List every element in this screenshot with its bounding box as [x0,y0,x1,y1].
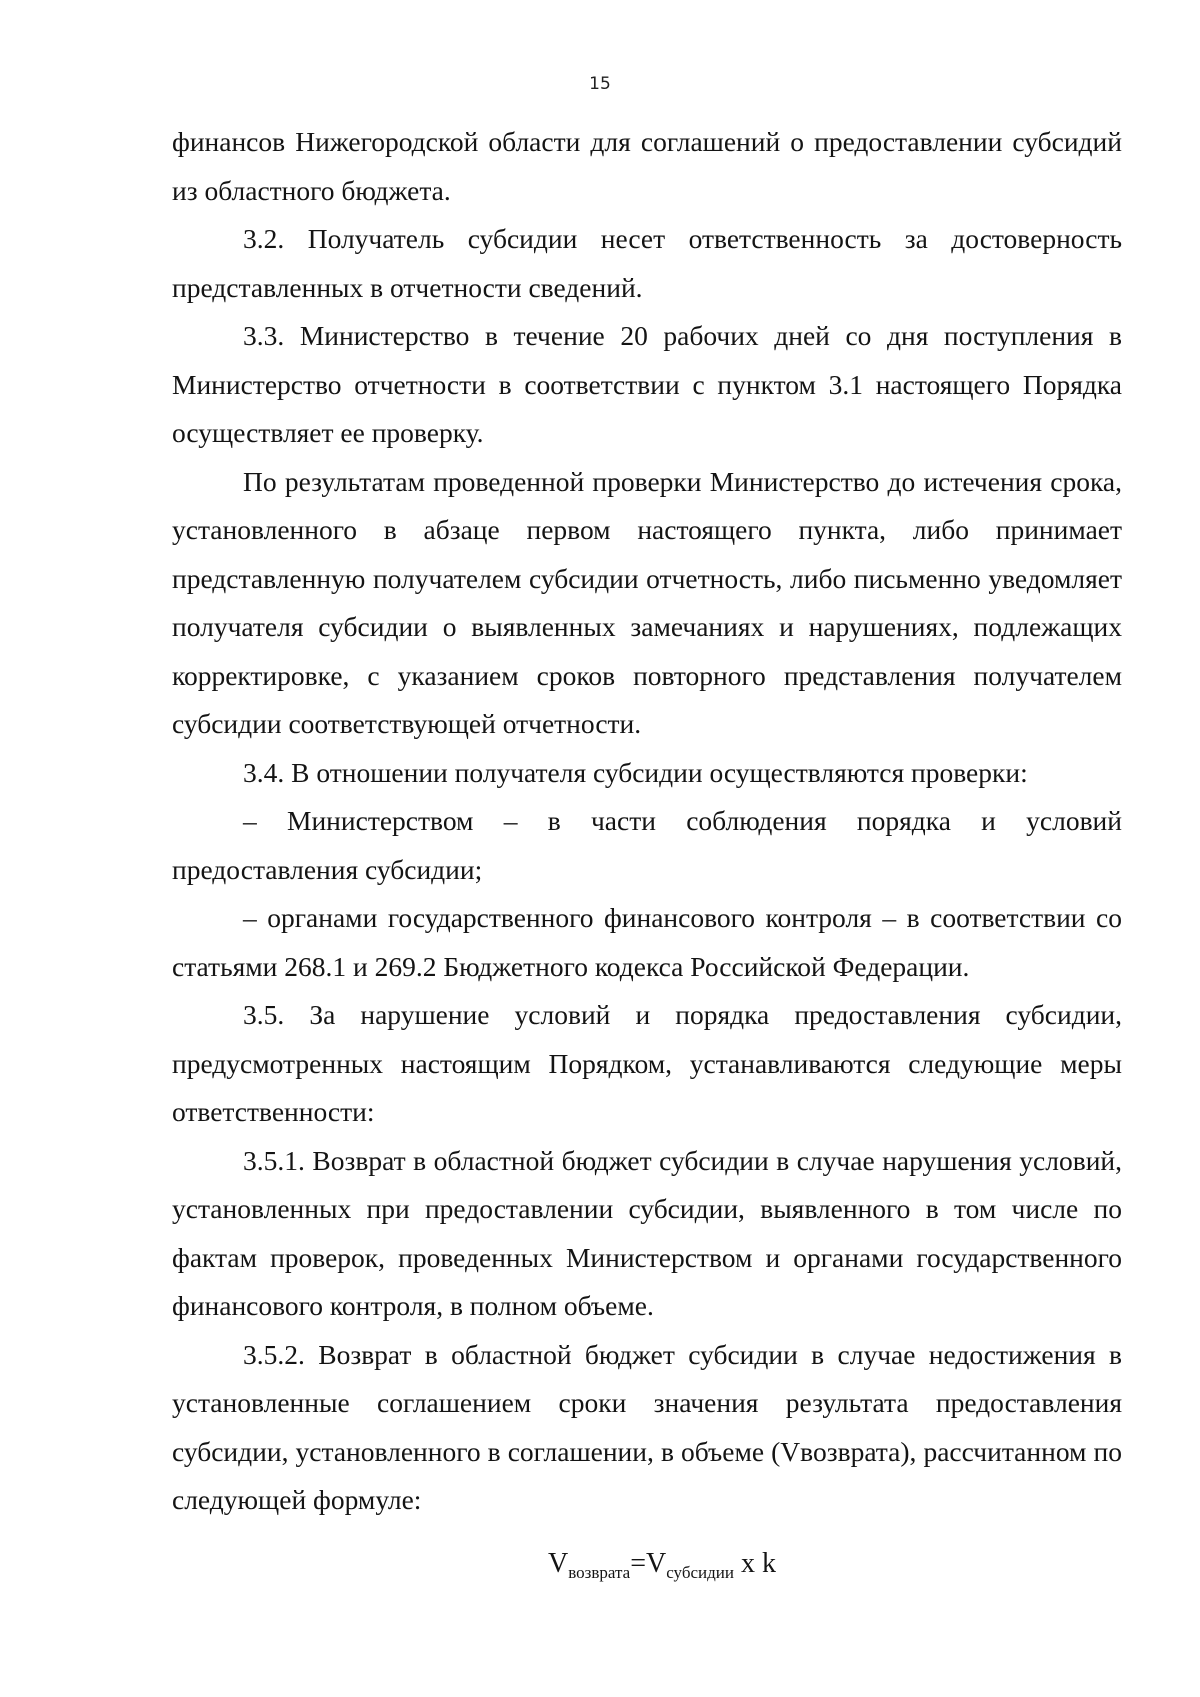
formula-lhs-subscript: возврата [568,1563,631,1582]
formula-equals: = [630,1548,646,1579]
list-item-financial-control: – органами государственного финансового контроля – в соответствии со статьями 268.1 и 269.2 Бюджетного кодекса Российской Федерации. [172,902,1122,982]
paragraph-inspection-results: По результатам проведенной проверки Министерство до истечения срока, установленного в абзаце первом настоящего пункта, либо принимает представленную получателем субсидии отчетность, либо письменно уведомляет получателя субсидии о выявленных замечаниях и нарушениях, подлежащих корректировке, с указанием сроков повторного представления получателем субсидии соответствующей отчетности. [172,465,1122,739]
paragraph-continuation: финансов Нижегородской области для соглашений о предоставлении субсидий из областного бюджета. [172,126,1122,206]
paragraph-3-5-1: 3.5.1. Возврат в областной бюджет субсидии в случае нарушения условий, установленных при предоставлении субсидии, выявленного в том числе по фактам проверок, проведенных Министерством и органами государственного финансового контроля, в полном объеме. [172,1144,1122,1321]
formula-rhs-subscript: субсидии [666,1563,734,1582]
list-item-ministry: – Министерством – в части соблюдения порядка и условий предоставления субсидии; [172,805,1122,885]
formula-lhs-symbol: V [548,1548,569,1579]
page-number: 15 [589,74,611,94]
paragraph-3-5-2: 3.5.2. Возврат в областной бюджет субсидии в случае недостижения в установленные соглашением сроки значения результата предоставления субсидии, установленного в соглашении, в объеме (Vвозврата), рассчитанном по следующей формуле: [172,1338,1122,1515]
refund-formula [0,1548,1200,1583]
formula-tail: x k [733,1548,776,1579]
paragraph-3-5: 3.5. За нарушение условий и порядка предоставления субсидии, предусмотренных настоящим Порядком, устанавливаются следующие меры ответственности: [172,999,1122,1127]
document-body [172,118,1122,1525]
paragraph-3-4: 3.4. В отношении получателя субсидии осуществляются проверки: [243,756,1028,788]
paragraph-3-2: 3.2. Получатель субсидии несет ответственность за достоверность представленных в отчетности сведений. [172,223,1122,303]
paragraph-3-3: 3.3. Министерство в течение 20 рабочих дней со дня поступления в Министерство отчетности в соответствии с пунктом 3.1 настоящего Порядка осуществляет ее проверку. [172,320,1122,448]
formula-rhs-symbol: V [646,1548,667,1579]
